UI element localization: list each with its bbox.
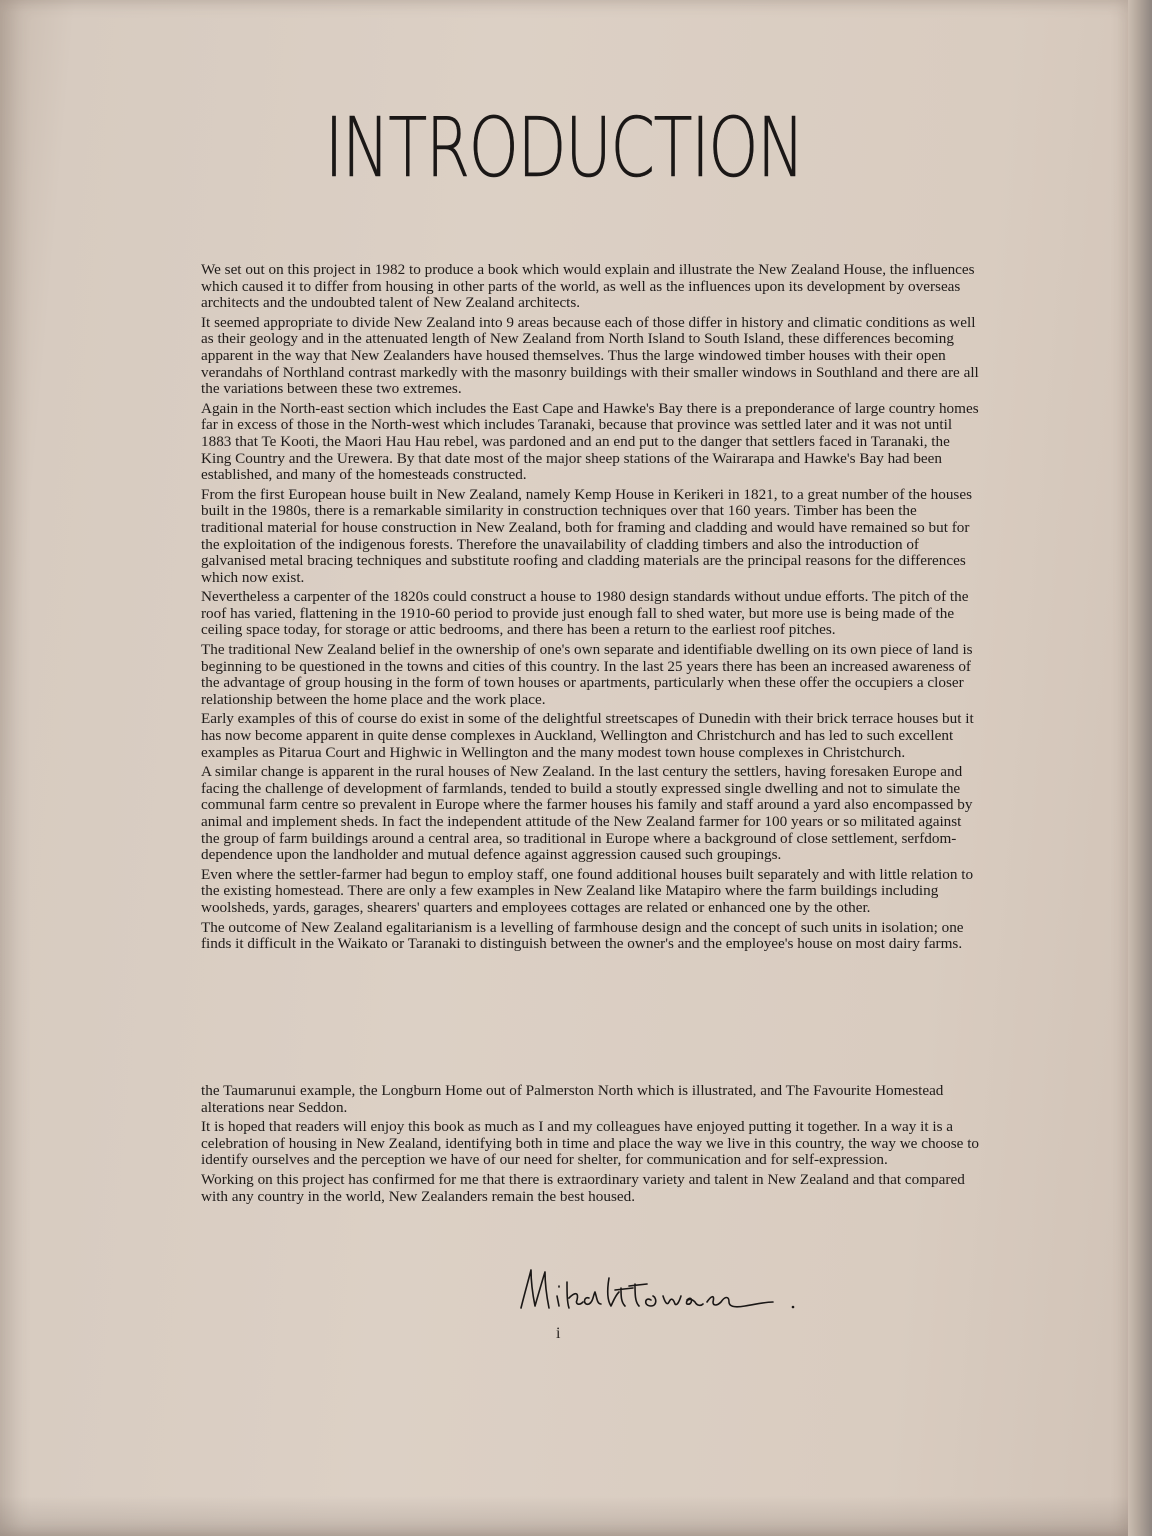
paragraph: A similar change is apparent in the rural houses of New Zealand. In the last century the settlers, having foresaken Europe and facing the challenge of development of farmlands, tended to build a stoutly expressed single dwelling and not to simulate the communal farm centre so prevalent in Europe where the farmer houses his family and staff around a yard also encompassed by animal and implement sheds. In fact the independent attitude of the New Zealand farmer for 100 years or so militated against the group of farm buildings around a central area, so traditional in Europe where a background of close settlement, serfdom-dependence upon the landholder and mutual defence against aggression caused such groupings.	[201, 763, 973, 864]
handwritten-signature	[517, 1262, 807, 1322]
paragraph: Working on this project has confirmed for me that there is extraordinary variety and talent in New Zealand and that compared with any country in the world, New Zealanders remain the best housed.	[201, 1170, 965, 1205]
paragraph: It seemed appropriate to divide New Zealand into 9 areas because each of those differ in history and climatic conditions as well as their geology and in the attenuated length of New Zealand from North Island to South Island, these differences becoming apparent in the way that New Zealanders have housed themselves. Thus the large windowed timber houses with their open verandahs of Northland contrast markedly with the masonry buildings with their smaller windows in Southland and there are all the variations between these two extremes.	[201, 313, 979, 398]
paragraph: Even where the settler-farmer had begun to employ staff, one found additional houses built separately and with little relation to the existing homestead. There are only a few examples in New Zealand like Matapiro where the farm buildings including woolsheds, yards, garages, shearers' quarters and employees cottages are related or enhanced one by the other.	[201, 865, 974, 916]
paragraph: The traditional New Zealand belief in the ownership of one's own separate and identifiable dwelling on its own piece of land is beginning to be questioned in the towns and cities of this country. In the last 25 years there has been an increased awareness of the advantage of group housing in the form of town houses or apartments, particularly when these offer the occupiers a closer relationship between the home place and the work place.	[201, 641, 973, 708]
paragraph: Nevertheless a carpenter of the 1820s could construct a house to 1980 design standards without undue efforts. The pitch of the roof has varied, flattening in the 1910-60 period to provide just enough fall to shed water, but more use is being made of the ceiling space today, for storage or attic bedrooms, and there has been a return to the earliest roof pitches.	[201, 588, 969, 639]
paragraph: We set out on this project in 1982 to produce a book which would explain and illustrate the New Zealand House, the influences which caused it to differ from housing in other parts of the world, as well as the influences upon its development by overseas architects and the undoubted talent of New Zealand architects.	[201, 261, 975, 312]
paragraph: From the first European house built in New Zealand, namely Kemp House in Kerikeri in 1821, to a great number of the houses built in the 1980s, there is a remarkable similarity in construction techniques over that 160 years. Timber has been the traditional material for house construction in New Zealand, both for framing and cladding and would have remained so but for the exploitation of the indigenous forests. Therefore the unavailability of cladding timbers and also the introduction of galvanised metal bracing techniques and substitute roofing and cladding materials are the principal reasons for the differences which now exist.	[201, 485, 972, 586]
paragraph: Early examples of this of course do exist in some of the delightful streetscapes of Dunedin with their brick terrace houses but it has now become apparent in quite dense complexes in Auckland, Wellington and Christchurch and has led to such excellent examples as Pitarua Court and Highwic in Wellington and the many modest town house complexes in Christchurch.	[201, 710, 974, 761]
page-edge	[1126, 0, 1152, 1536]
page-shadow	[0, 1496, 1128, 1536]
body-text-part-1	[201, 262, 981, 956]
body-text-part-2	[201, 1083, 981, 1208]
paragraph: The outcome of New Zealand egalitarianism is a levelling of farmhouse design and the concept of such units in isolation; one finds it difficult in the Waikato or Taranaki to distinguish between the owner's and the employee's house on most dairy farms.	[201, 918, 964, 953]
paragraph: the Taumarunui example, the Longburn Home out of Palmerston North which is illustrated, and The Favourite Homestead alterations near Seddon.	[201, 1082, 944, 1116]
page-title: INTRODUCTION	[324, 101, 804, 196]
paragraph: Again in the North-east section which includes the East Cape and Hawke's Bay there is a preponderance of large country homes far in excess of those in the North-west which includes Taranaki, because that province was settled later and it was not until 1883 that Te Kooti, the Maori Hau Hau rebel, was pardoned and an end put to the danger that settlers faced in Taranaki, the King Country and the Urewera. By that date most of the major sheep stations of the Wairarapa and Hawke's Bay had been established, and many of the homesteads constructed.	[201, 399, 979, 484]
page-number: i	[556, 1325, 561, 1342]
paragraph: It is hoped that readers will enjoy this book as much as I and my colleagues have enjoyed putting it together. In a way it is a celebration of housing in New Zealand, identifying both in time and place the way we live in this country, the way we choose to identify ourselves and the perception we have of our need for shelter, for communication and for self-expression.	[201, 1118, 980, 1169]
